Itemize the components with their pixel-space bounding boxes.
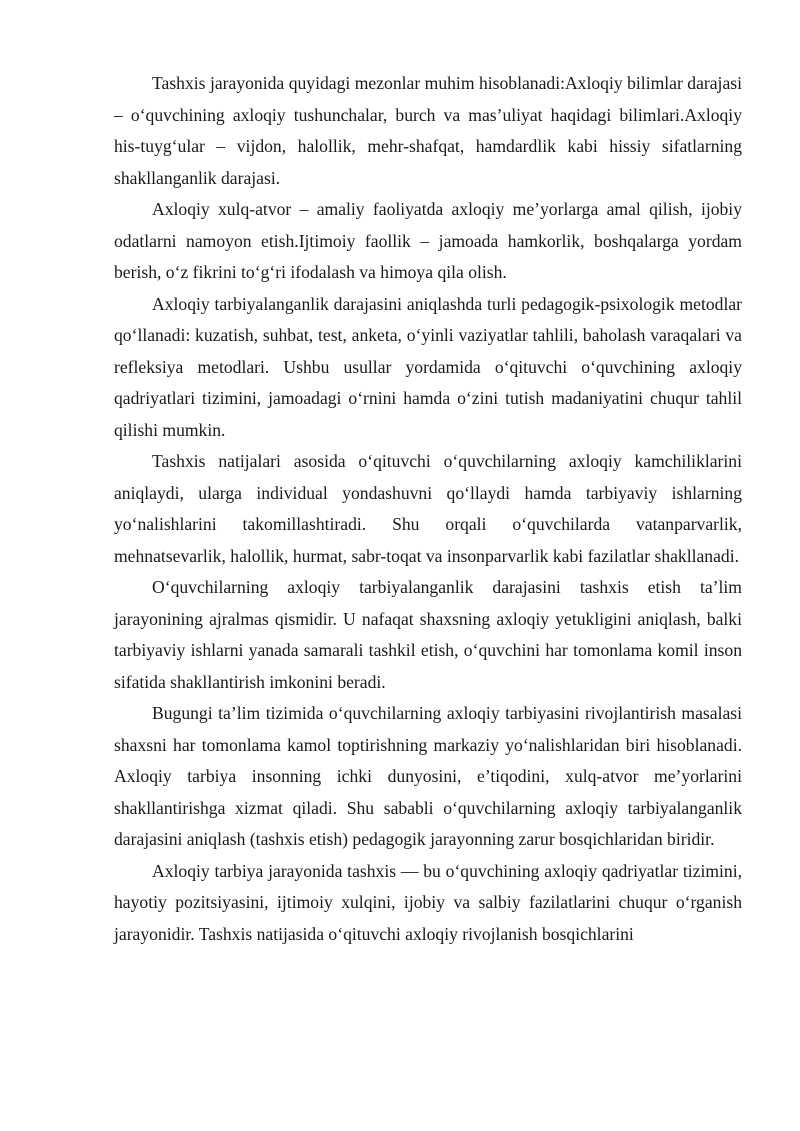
paragraph-methods: Axloqiy tarbiyalanganlik darajasini aniqlashda turli pedagogik-psixologik metodlar qo‘llanadi: kuzatish, suhbat, test, anketa, o‘yinli vaziyatlar tahlili, baholash varaqalari va refleksiya metodlari. Ushbu usullar yordamida o‘qituvchi o‘quvchining axloqiy qadriyatlari tizimini, jamoadagi o‘rnini hamda o‘zini tutish madaniyatini chuqur tahlil qilishi mumkin. bbox=[114, 293, 742, 440]
paragraph-diagnosis-definition: Axloqiy tarbiya jarayonida tashxis — bu o‘quvchining axloqiy qadriyatlar tizimini, hayotiy pozitsiyasini, ijtimoiy xulqini, ijobiy va salbiy fazilatlarini chuqur o‘rganish jarayonidir. Tashxis natijasida o‘qituvchi axloqiy rivojlanish bosqichlarini bbox=[114, 860, 742, 944]
paragraph-importance: O‘quvchilarning axloqiy tarbiyalanganlik darajasini tashxis etish ta’lim jarayonining ajralmas qismidir. U nafaqat shaxsning axloqiy yetukligini aniqlash, balki tarbiyaviy ishlarni yanada samarali tashkil etish, o‘quvchini har tomonlama komil inson sifatida shakllantirish imkonini beradi. bbox=[114, 577, 742, 692]
paragraph-diagnostic-criteria: Tashxis jarayonida quyidagi mezonlar muhim hisoblanadi:Axloqiy bilimlar darajasi – o‘quvchining axloqiy tushunchalar, burch va mas’uliyat haqidagi bilimlari.Axloqiy his-tuyg‘ular – vijdon, halollik, mehr-shafqat, hamdardlik kabi hissiy sifatlarning shakllanganlik darajasi. bbox=[114, 73, 742, 188]
paragraph-modern-education: Bugungi ta’lim tizimida o‘quvchilarning axloqiy tarbiyasini rivojlantirish masalasi shaxsni har tomonlama kamol toptirishning markaziy yo‘nalishlaridan biri hisoblanadi. Axloqiy tarbiya insonning ichki dunyosini, e’tiqodini, xulq-atvor me’yorlarini shakllantirishga xizmat qiladi. Shu sababli o‘quvchilarning axloqiy tarbiyalanganlik darajasini aniqlash (tashxis etish) pedagogik jarayonning zarur bosqichlaridan biridir. bbox=[114, 703, 742, 849]
document-body bbox=[114, 68, 742, 950]
paragraph-moral-behavior: Axloqiy xulq-atvor – amaliy faoliyatda axloqiy me’yorlarga amal qilish, ijobiy odatlarni namoyon etish.Ijtimoiy faollik – jamoada hamkorlik, boshqalarga yordam berish, o‘z fikrini to‘g‘ri ifodalash va himoya qila olish. bbox=[114, 199, 742, 282]
paragraph-diagnostic-results: Tashxis natijalari asosida o‘qituvchi o‘quvchilarning axloqiy kamchiliklarini aniqlaydi, ularga individual yondashuvni qo‘llaydi hamda tarbiyaviy ishlarning yo‘nalishlarini takomillashtiradi. Shu orqali o‘quvchilarda vatanparvarlik, mehnatsevarlik, halollik, hurmat, sabr-toqat va insonparvarlik kabi fazilatlar shakllanadi. bbox=[114, 451, 742, 566]
